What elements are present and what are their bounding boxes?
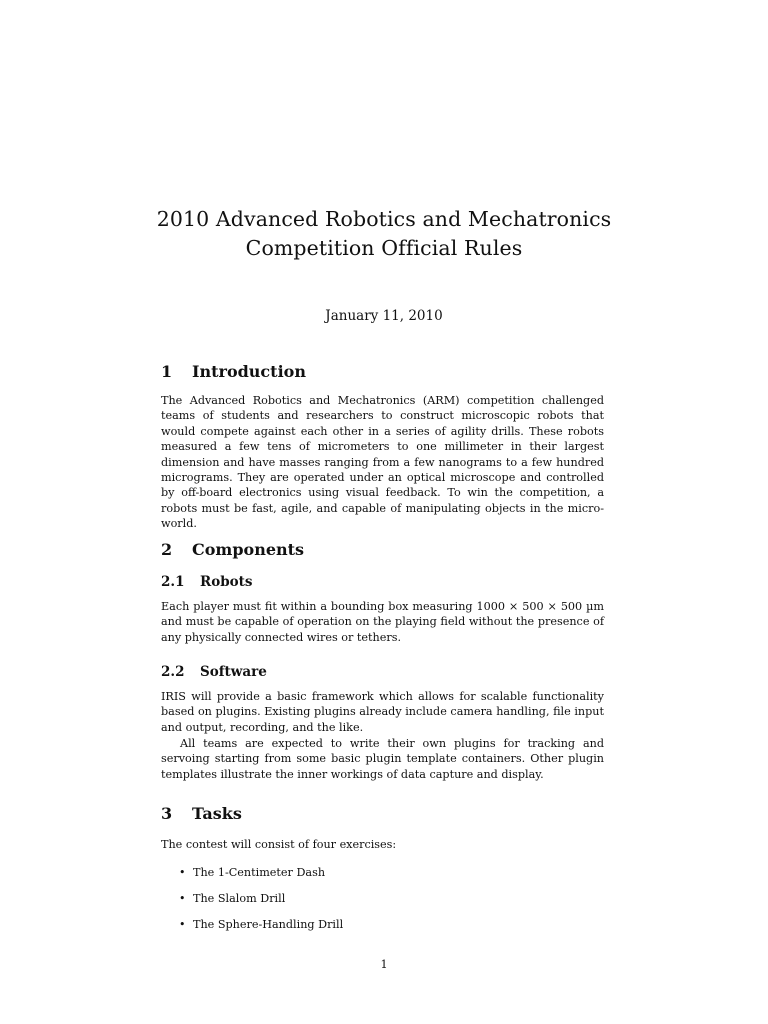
- software-paragraph-2: All teams are expected to write their own plugins for tracking and servoing starting from some basic plugin template containers. Other plugin templates illustrate the inner workings of data capture and display.: [161, 737, 604, 781]
- document-title: [0, 205, 768, 263]
- title-line-2: Competition Official Rules: [245, 236, 523, 260]
- list-item-label: The Slalom Drill: [193, 892, 286, 905]
- software-paragraph-1: IRIS will provide a basic framework which allows for scalable functionality based on plugins. Existing plugins already include camera handling, file input and output, recording, and the like.: [161, 690, 604, 734]
- section-number: 2: [161, 540, 173, 559]
- list-item-label: The Sphere-Handling Drill: [193, 918, 344, 931]
- bullet-icon: •: [179, 866, 186, 879]
- subsection-heading-software: [161, 663, 267, 681]
- tasks-intro: The contest will consist of four exercises:: [161, 838, 397, 851]
- section-number: 3: [161, 804, 173, 823]
- list-item-label: The 1-Centimeter Dash: [193, 866, 326, 879]
- title-line-1: 2010 Advanced Robotics and Mechatronics: [156, 207, 612, 231]
- subsection-number: 2.2: [161, 664, 185, 680]
- list-item: [161, 891, 604, 917]
- section-number: 1: [161, 362, 173, 381]
- bullet-icon: •: [179, 918, 186, 931]
- section-heading-components: [161, 540, 304, 560]
- bullet-icon: •: [179, 892, 186, 905]
- section-heading-tasks: [161, 804, 242, 824]
- page-number: 1: [380, 958, 388, 971]
- subsection-title: Software: [200, 664, 267, 680]
- list-item: [161, 865, 604, 891]
- section-title: Tasks: [192, 804, 242, 823]
- section-heading-introduction: [161, 362, 306, 382]
- section-title: Components: [192, 540, 305, 559]
- section-title: Introduction: [192, 362, 306, 381]
- tasks-list: [161, 865, 604, 943]
- list-item: [161, 917, 604, 943]
- document-date: January 11, 2010: [325, 308, 443, 324]
- subsection-number: 2.1: [161, 574, 185, 590]
- introduction-paragraph: The Advanced Robotics and Mechatronics (ARM) competition challenged teams of students and researchers to construct microscopic robots that would compete against each other in a series of agility drills. These robots measured a few tens of micrometers to one millimeter in their largest dimension and have masses ranging from a few nanograms to a few hundred micrograms. They are operated under an optical microscope and controlled by off-board electronics using visual feedback. To win the competition, a robots must be fast, agile, and capable of manipulating objects in the micro-world.: [161, 394, 604, 531]
- subsection-title: Robots: [200, 574, 253, 590]
- robots-paragraph: Each player must fit within a bounding box measuring 1000 × 500 × 500 µm and must be capable of operation on the playing field without the presence of any physically connected wires or tethers.: [161, 600, 604, 644]
- subsection-heading-robots: [161, 573, 253, 591]
